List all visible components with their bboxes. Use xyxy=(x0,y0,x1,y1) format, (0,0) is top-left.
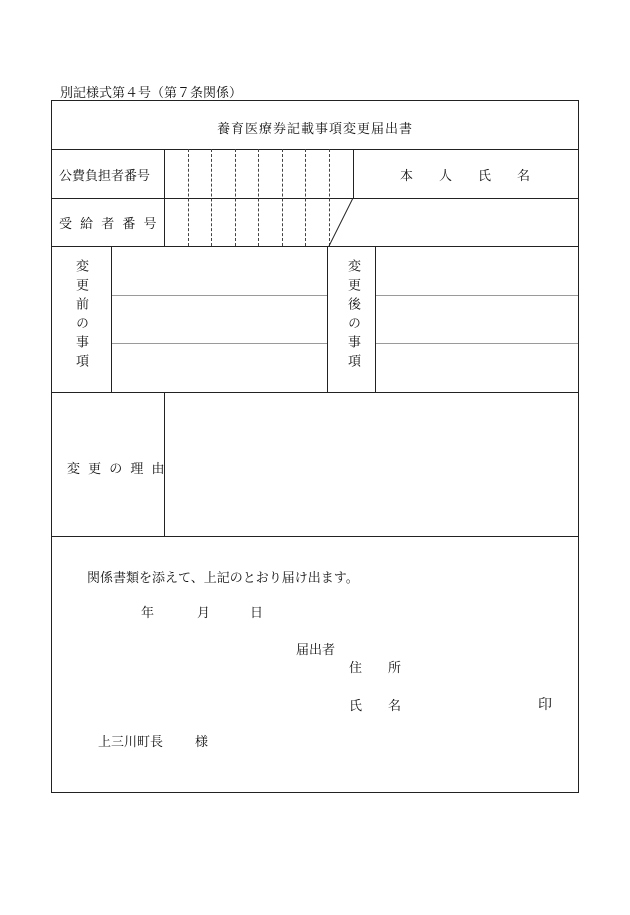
entry-line xyxy=(376,295,578,296)
address-label: 住 所 xyxy=(349,661,402,676)
divider xyxy=(52,198,578,199)
honorific-label: 様 xyxy=(195,735,209,750)
form-title: 養育医療券記載事項変更届出書 xyxy=(216,122,413,137)
digit-separator xyxy=(282,149,283,246)
divider xyxy=(52,536,578,537)
entry-line xyxy=(112,295,327,296)
payer-number-label: 公費負担者番号 xyxy=(59,169,151,184)
declaration-statement: 関係書類を添えて、上記のとおり届け出ます。 xyxy=(87,571,359,586)
addressee-label: 上三川町長 xyxy=(98,735,164,750)
entry-line xyxy=(376,343,578,344)
form-frame xyxy=(51,100,579,793)
seal-mark: 印 xyxy=(538,697,552,713)
reason-label: 変 更 の 理 由 xyxy=(67,462,167,477)
date-day-label: 日 xyxy=(250,606,264,621)
date-year-label: 年 xyxy=(141,606,155,621)
date-month-label: 月 xyxy=(197,606,211,621)
digit-separator xyxy=(211,149,212,246)
applicant-label: 届出者 xyxy=(296,643,336,658)
diagonal-line xyxy=(328,198,354,246)
digit-separator xyxy=(235,149,236,246)
name-label: 氏 名 xyxy=(349,699,402,714)
form-reference: 別記様式第４号（第７条関係） xyxy=(60,86,243,101)
divider xyxy=(375,246,376,392)
person-name-label: 本 人 氏 名 xyxy=(399,169,530,184)
divider xyxy=(52,246,578,247)
digit-separator xyxy=(258,149,259,246)
recipient-number-label: 受 給 者 番 号 xyxy=(59,217,159,232)
after-change-label: 変更後の事項 xyxy=(345,259,360,373)
number-cell-border xyxy=(353,149,354,198)
digit-separator xyxy=(188,149,189,246)
divider xyxy=(327,246,328,392)
divider xyxy=(52,392,578,393)
number-cell-border xyxy=(164,149,165,246)
digit-separator xyxy=(305,149,306,246)
entry-line xyxy=(112,343,327,344)
divider xyxy=(111,246,112,392)
divider xyxy=(52,149,578,150)
before-change-label: 変更前の事項 xyxy=(73,259,88,373)
